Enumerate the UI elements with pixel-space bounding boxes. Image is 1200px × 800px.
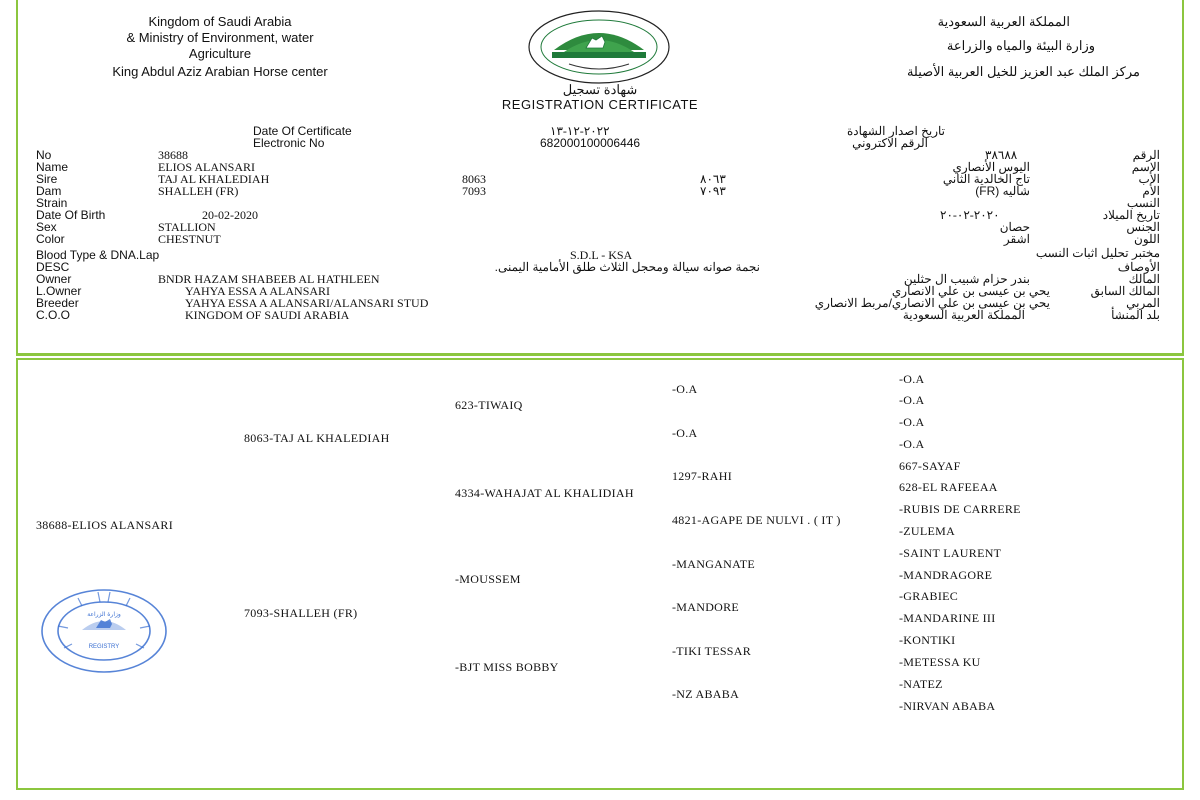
field-breeder-label: Breeder	[36, 296, 79, 310]
stamp-center-en: REGISTRY	[88, 644, 120, 650]
field-sire-label-ar: الأب	[1138, 172, 1160, 186]
field-strain-label: Strain	[36, 196, 68, 210]
field-lowner-value: YAHYA ESSA A ALANSARI	[185, 284, 331, 298]
date-value: ٢٠٢٢-١٢-١٣	[550, 124, 610, 138]
field-name-label-ar: الاسم	[1131, 160, 1160, 174]
field-breeder-value: YAHYA ESSA A ALANSARI/ALANSARI STUD	[185, 296, 429, 310]
field-sex-value-ar: حصان	[999, 220, 1030, 234]
pedigree-gen4-16: -NIRVAN ABABA	[899, 699, 996, 713]
field-color-value: CHESTNUT	[158, 232, 221, 246]
field-sire-num-ar: ٨٠٦٣	[700, 172, 726, 186]
field-name-label: Name	[36, 160, 69, 174]
pedigree-gen3-5: -MANGANATE	[672, 557, 755, 571]
field-owner-label-ar: المالك	[1128, 272, 1160, 286]
field-color-label-ar: اللون	[1134, 232, 1160, 246]
date-label-ar: تاريخ اصدار الشهادة	[846, 124, 945, 138]
field-no-value-ar: ٣٨٦٨٨	[985, 148, 1018, 162]
field-color-value-ar: اشقر	[1003, 232, 1030, 246]
pedigree-frame	[16, 358, 1184, 790]
field-no-label: No	[36, 148, 52, 162]
field-sire-value: TAJ AL KHALEDIAH	[158, 172, 270, 186]
electronic-value: 682000100006446	[540, 136, 641, 150]
field-blood-value: S.D.L - KSA	[570, 248, 633, 262]
field-dob-label-ar: تاريخ الميلاد	[1102, 208, 1160, 222]
field-dam-num-ar: ٧٠٩٣	[700, 184, 726, 198]
pedigree-gen2-2: 4334-WAHAJAT AL KHALIDIAH	[455, 486, 634, 500]
field-lowner-value-ar: يحي بن عيسى بن علي الانصاري	[891, 284, 1050, 298]
pedigree-subject: 38688-ELIOS ALANSARI	[36, 518, 173, 532]
field-desc-label-ar: الأوصاف	[1117, 260, 1160, 274]
field-sex-label-ar: الجنس	[1126, 220, 1160, 234]
field-lowner-label: L.Owner	[36, 284, 82, 298]
field-sex-label: Sex	[36, 220, 57, 234]
header-en-line1: Kingdom of Saudi Arabia	[148, 14, 292, 29]
field-coo-label-ar: بلد المنشأ	[1111, 308, 1160, 322]
pedigree-gen4-2: -O.A	[899, 393, 925, 407]
electronic-label-ar: الرقم الاكتروني	[852, 136, 928, 150]
field-coo-label: C.O.O	[36, 308, 71, 322]
field-dob-value: 20-02-2020	[202, 208, 258, 222]
pedigree-gen4-15: -NATEZ	[899, 677, 943, 691]
header-ar-line2: وزارة البيئة والمياه والزراعة	[946, 38, 1095, 53]
pedigree-gen4-8: -ZULEMA	[899, 524, 956, 538]
pedigree-gen4-13: -KONTIKI	[899, 633, 956, 647]
field-sire-label: Sire	[36, 172, 58, 186]
header-en-line3: Agriculture	[188, 46, 252, 61]
field-desc-label: DESC	[36, 260, 70, 274]
pedigree-gen2-3: -MOUSSEM	[455, 572, 521, 586]
field-sire-num: 8063	[462, 172, 486, 186]
pedigree-gen4-14: -METESSA KU	[899, 655, 981, 669]
field-breeder-value-ar: يحي بن عيسى بن علي الانصاري/مربط الانصاري	[814, 296, 1050, 310]
pedigree-gen4-10: -MANDRAGORE	[899, 568, 993, 582]
pedigree-gen4-9: -SAINT LAURENT	[899, 546, 1002, 560]
field-dob-value-ar: ٢٠٢٠-٠٢-٢٠	[940, 208, 1000, 222]
pedigree-gen4-6: 628-EL RAFEEAA	[899, 480, 998, 494]
field-owner-label: Owner	[36, 272, 72, 286]
field-color-label: Color	[36, 232, 65, 246]
field-no-value: 38688	[158, 148, 188, 162]
field-name-value: ELIOS ALANSARI	[158, 160, 256, 174]
pedigree-gen2-1: 623-TIWAIQ	[455, 398, 523, 412]
field-dam-value-ar: شاليه (FR)	[975, 184, 1030, 198]
pedigree-gen2-4: -BJT MISS BOBBY	[455, 660, 559, 674]
pedigree-gen3-3: 1297-RAHI	[672, 469, 733, 483]
pedigree-gen4-4: -O.A	[899, 437, 925, 451]
field-sire-value-ar: تاج الخالدية الثاني	[942, 172, 1030, 186]
pedigree-gen4-5: 667-SAYAF	[899, 459, 961, 473]
field-lowner-label-ar: المالك السابق	[1090, 284, 1160, 298]
pedigree-gen4-11: -GRABIEC	[899, 589, 959, 603]
date-label-en: Date Of Certificate	[253, 124, 352, 138]
field-dob-label: Date Of Birth	[36, 208, 106, 222]
pedigree-gen1-dam: 7093-SHALLEH (FR)	[244, 606, 358, 620]
pedigree-gen3-8: -NZ ABABA	[672, 687, 740, 701]
field-dam-num: 7093	[462, 184, 486, 198]
field-breeder-label-ar: المربي	[1126, 296, 1160, 310]
electronic-label-en: Electronic No	[253, 136, 325, 150]
field-dam-label-ar: الأم	[1142, 184, 1160, 198]
field-no-label-ar: الرقم	[1132, 148, 1160, 162]
field-sex-value: STALLION	[158, 220, 216, 234]
header-ar-center: مركز الملك عبد العزيز للخيل العربية الأصيلة	[906, 64, 1140, 79]
pedigree-gen4-3: -O.A	[899, 415, 925, 429]
field-dam-value: SHALLEH (FR)	[158, 184, 239, 198]
pedigree-gen3-4: 4821-AGAPE DE NULVI . ( IT )	[672, 513, 841, 527]
title-ar: شهادة تسجيل	[562, 82, 638, 97]
ministry-logo	[524, 8, 674, 86]
title-en: REGISTRATION CERTIFICATE	[501, 97, 699, 112]
field-coo-value: KINGDOM OF SAUDI ARABIA	[185, 308, 350, 322]
field-desc-value-ar: نجمة صوانه سيالة ومحجل الثلاث طلق الأمامية اليمنى.	[494, 260, 760, 274]
pedigree-gen4-12: -MANDARINE III	[899, 611, 996, 625]
pedigree-gen3-2: -O.A	[672, 426, 698, 440]
header-en-center: King Abdul Aziz Arabian Horse center	[112, 64, 328, 79]
field-coo-value-ar: المملكة العربية السعودية	[902, 308, 1025, 322]
field-blood-label: Blood Type & DNA.Lap	[36, 248, 160, 262]
stamp-center-ar: وزارة الزراعة	[87, 611, 121, 618]
header-ar-line1: المملكة العربية السعودية	[937, 14, 1070, 29]
pedigree-gen1-sire: 8063-TAJ AL KHALEDIAH	[244, 431, 390, 445]
pedigree-gen3-7: -TIKI TESSAR	[672, 644, 752, 658]
field-name-value-ar: اليوس الأنصاري	[952, 160, 1030, 174]
field-blood-label-ar: مختبر تحليل اثبات النسب	[1035, 246, 1160, 260]
pedigree-gen3-1: -O.A	[672, 382, 698, 396]
pedigree-gen4-7: -RUBIS DE CARRERE	[899, 502, 1021, 516]
header-en-line2: & Ministry of Environment, water	[126, 30, 314, 45]
registry-stamp	[38, 586, 170, 676]
pedigree-gen4-1: -O.A	[899, 372, 925, 386]
field-owner-value-ar: بندر حزام شبيب ال حثلين	[903, 272, 1030, 286]
field-dam-label: Dam	[36, 184, 62, 198]
field-owner-value: BNDR HAZAM SHABEEB AL HATHLEEN	[158, 272, 380, 286]
pedigree-gen3-6: -MANDORE	[672, 600, 740, 614]
field-strain-label-ar: النسب	[1126, 196, 1160, 210]
